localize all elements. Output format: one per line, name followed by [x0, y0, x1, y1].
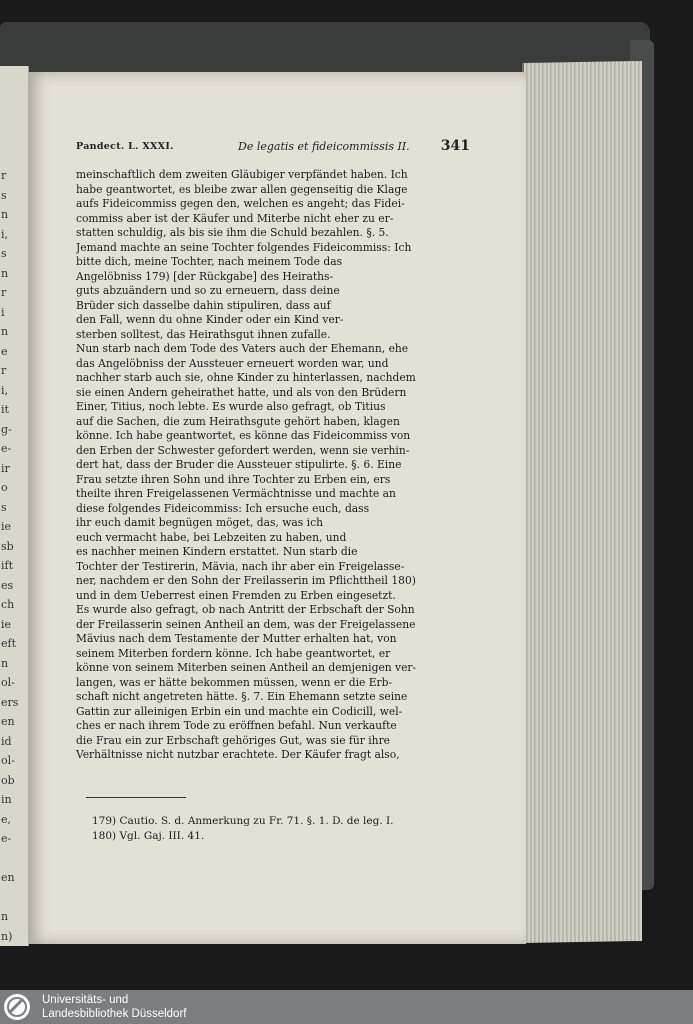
- left-page-fragment: e,: [1, 812, 12, 826]
- header-section: Pandect. L. XXXI.: [76, 141, 174, 152]
- left-page-fragment: [1, 849, 29, 869]
- book-page: [28, 72, 526, 944]
- left-page-fragment: ol-: [1, 676, 15, 689]
- header-title: De legatis et fideicommissis II.: [238, 140, 410, 153]
- institution-footer-bar: [0, 990, 693, 1024]
- text-line: statten schuldig, als bis sie ihm die Schuld bezahlen. §. 5.: [76, 226, 389, 239]
- institution-line-1: Universitäts- und: [42, 994, 129, 1006]
- left-page-fragment: it: [1, 403, 9, 416]
- text-line: Gattin zur alleinigen Erbin ein und machte ein Codicill, wel-: [76, 704, 403, 718]
- text-line: Frau setzte ihren Sohn und ihre Tochter zu Erben ein, ers: [76, 472, 391, 486]
- text-line: Nun starb nach dem Tode des Vaters auch der Ehemann, ehe: [76, 342, 409, 355]
- text-line: das Angelöbniss der Aussteuer erneuert worden war, und: [76, 356, 389, 370]
- text-line: bitte dich, meine Tochter, nach meinem Tode das: [76, 255, 343, 268]
- left-page-fragment: sb: [1, 539, 14, 553]
- text-line: sterben solltest, das Heirathsgut ihnen zufalle.: [76, 327, 331, 341]
- text-line: der Freilasserin seinen Antheil an dem, was der Freigelassene: [76, 617, 416, 631]
- left-page-fragment: ers: [1, 695, 19, 709]
- left-page-fragment: in: [1, 793, 12, 806]
- text-line: Jemand machte an seine Tochter folgendes Fideicommiss: Ich: [76, 240, 412, 254]
- left-page-fragment: n: [1, 910, 9, 923]
- text-line: könne. Ich habe geantwortet, es könne das Fideicommiss von: [76, 429, 411, 442]
- text-line: habe geantwortet, es bleibe zwar allen gegenseitig die Klage: [76, 182, 408, 196]
- left-page-fragment: r: [1, 286, 7, 299]
- left-page-fragment: ie: [1, 520, 12, 533]
- text-line: diese folgendes Fideicommiss: Ich ersuche euch, dass: [76, 501, 370, 515]
- text-line: schaft nicht angetreten hätte. §. 7. Ein Ehemann setzte seine: [76, 690, 408, 703]
- left-page-fragment: ift: [1, 559, 14, 572]
- text-line: Mävius nach dem Testamente der Mutter erhalten hat, von: [76, 632, 397, 645]
- text-line: Brüder sich dasselbe dahin stipuliren, dass auf: [76, 298, 331, 312]
- left-page-sliver: [0, 66, 29, 946]
- left-page-fragment: n: [1, 325, 9, 338]
- text-line: auf die Sachen, die zum Heirathsgute gehört haben, klagen: [76, 414, 400, 428]
- text-line: Verhältnisse nicht nutzbar erachtete. Der Käufer fragt also,: [76, 748, 400, 761]
- text-line: Es wurde also gefragt, ob nach Antritt der Erbschaft der Sohn: [76, 603, 415, 616]
- left-page-fragment: id: [1, 734, 12, 748]
- text-line: ner, nachdem er den Sohn der Freilasserin im Pflichttheil 180): [76, 574, 416, 587]
- institution-name: [42, 993, 186, 1021]
- text-line: dert hat, dass der Bruder die Aussteuer stipulirte. §. 6. Eine: [76, 458, 402, 471]
- text-line: euch vermacht habe, bei Lebzeiten zu haben, und: [76, 530, 347, 544]
- left-page-fragment: r: [1, 364, 7, 377]
- text-line: commiss aber ist der Käufer und Miterbe nicht eher zu er-: [76, 211, 394, 225]
- left-page-fragment: s: [1, 500, 7, 514]
- body-text: [76, 168, 470, 763]
- left-page-fragment: s: [1, 247, 7, 260]
- left-page-fragment: ie: [1, 617, 12, 631]
- left-page-fragment: i,: [1, 383, 9, 397]
- left-page-fragment: r: [1, 169, 7, 182]
- text-line: ihr euch damit begnügen möget, das, was ich: [76, 516, 323, 529]
- footnotes: [92, 814, 472, 844]
- left-page-fragment: e-: [1, 442, 12, 455]
- text-line: guts abzuändern und so zu erneuern, dass deine: [76, 284, 340, 297]
- text-line: langen, was er hätte bekommen müssen, wenn er die Erb-: [76, 675, 393, 689]
- left-page-fragment: n: [1, 208, 9, 221]
- left-page-fragment: eft: [1, 637, 17, 650]
- text-line: den Fall, wenn du ohne Kinder oder ein Kind ver-: [76, 313, 344, 326]
- left-page-fragment: ir: [1, 461, 10, 475]
- text-line: seinem Miterben fordern könne. Ich habe geantwortet, er: [76, 646, 391, 660]
- footnote-line: 180) Vgl. Gaj. III. 41.: [92, 830, 205, 842]
- left-page-fragment: g-: [1, 422, 12, 436]
- left-page-fragment: e: [1, 344, 8, 358]
- left-page-fragment: n: [1, 656, 9, 670]
- text-line: nachher starb auch sie, ohne Kinder zu hinterlassen, nachdem: [76, 371, 416, 384]
- footnote-rule: [86, 797, 186, 798]
- text-line: theilte ihren Freigelassenen Vermächtnisse und machte an: [76, 487, 396, 500]
- text-line: ches er nach ihrem Tode zu eröffnen befahl. Nun verkaufte: [76, 719, 397, 732]
- text-line: meinschaftlich dem zweiten Gläubiger verpfändet haben. Ich: [76, 168, 408, 181]
- left-page-fragment: o: [1, 481, 8, 494]
- left-page-fragment: i: [1, 305, 5, 319]
- page-number: 341: [440, 138, 470, 154]
- text-line: und in dem Ueberrest einen Fremden zu Erben eingesetzt.: [76, 588, 396, 602]
- left-page-fragment: n): [1, 929, 13, 943]
- text-line: sie einen Andern geheirathet hatte, und als von den Brüdern: [76, 385, 407, 399]
- text-line: aufs Fideicommiss gegen den, welchen es angeht; das Fidei-: [76, 197, 405, 210]
- text-line: Einer, Titius, noch lebte. Es wurde also gefragt, ob Titius: [76, 400, 386, 413]
- left-page-fragment: [1, 888, 29, 908]
- left-page-fragment: i,: [1, 227, 9, 241]
- left-page-fragment: n: [1, 266, 9, 280]
- library-logo-icon: [3, 993, 31, 1021]
- text-line: den Erben der Schwester gefordert werden, wenn sie verhin-: [76, 443, 410, 457]
- left-page-text-fragments: [0, 166, 29, 946]
- left-page-fragment: e-: [1, 832, 12, 845]
- text-line: die Frau ein zur Erbschaft gehöriges Gut, was sie für ihre: [76, 733, 391, 747]
- text-line: Tochter der Testirerin, Mävia, nach ihr aber ein Freigelasse-: [76, 559, 405, 573]
- left-page-fragment: es: [1, 578, 14, 592]
- institution-line-2: Landesbibliothek Düsseldorf: [42, 1008, 187, 1020]
- left-page-fragment: ob: [1, 773, 15, 787]
- footnote-line: 179) Cautio. S. d. Anmerkung zu Fr. 71. §. 1. D. de leg. I.: [92, 815, 394, 827]
- left-page-fragment: ch: [1, 598, 15, 611]
- left-page-fragment: ol-: [1, 754, 15, 767]
- page-stack-edge: [522, 61, 642, 943]
- text-line: könne von seinem Miterben seinen Antheil an demjenigen ver-: [76, 661, 417, 674]
- text-line: Angelöbniss 179) [der Rückgabe] des Heiraths-: [76, 269, 334, 283]
- left-page-fragment: s: [1, 188, 7, 202]
- running-header: [76, 138, 470, 156]
- left-page-fragment: en: [1, 715, 15, 728]
- left-page-fragment: en: [1, 871, 15, 884]
- text-line: es nachher meinen Kindern erstattet. Nun starb die: [76, 545, 358, 558]
